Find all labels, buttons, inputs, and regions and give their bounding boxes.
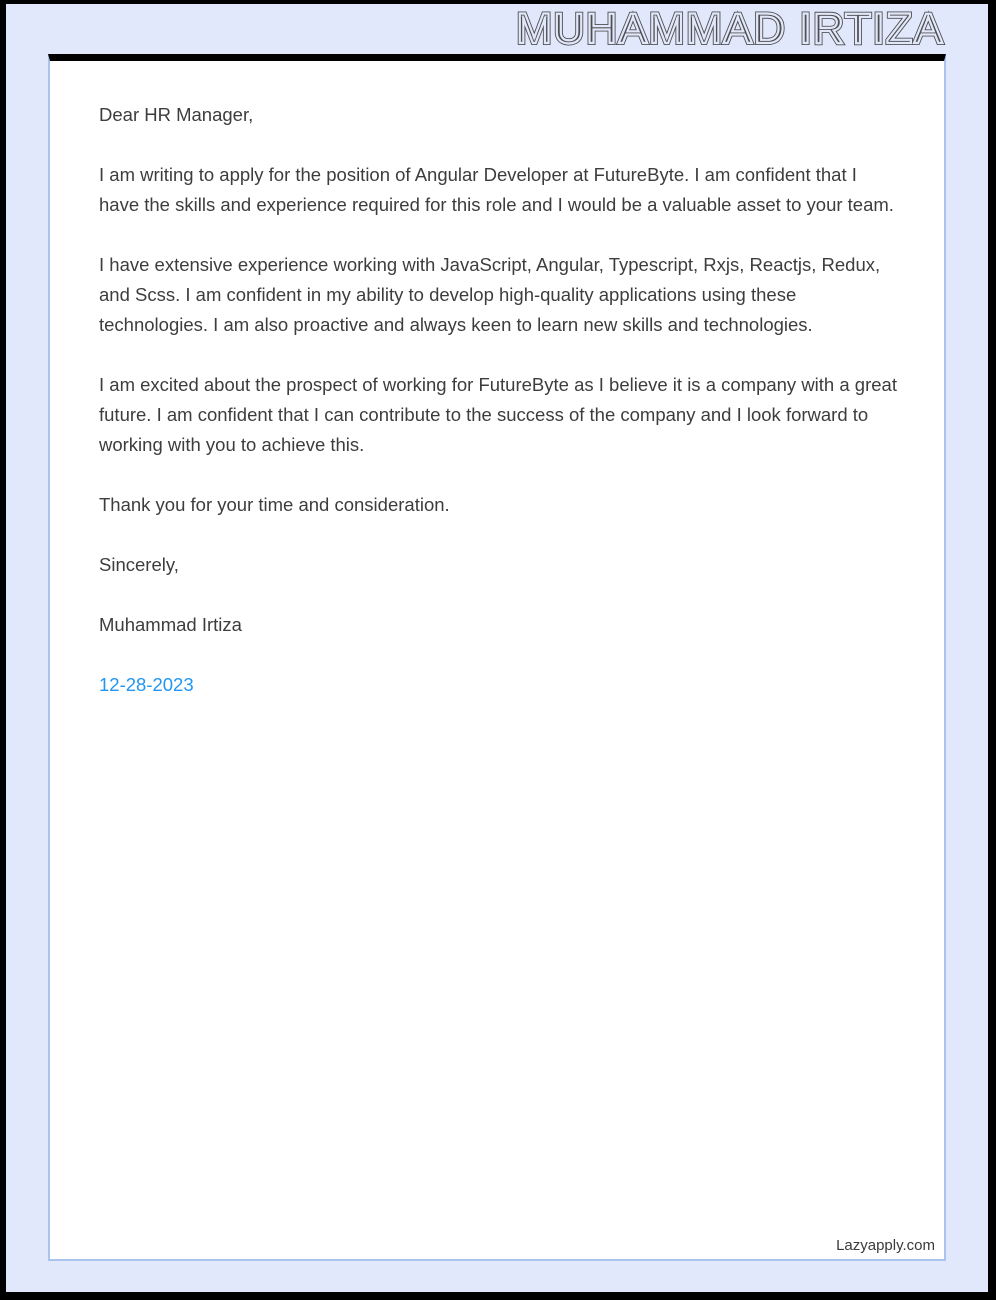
letter-document	[48, 54, 946, 1261]
paragraph-intro: I am writing to apply for the position of Angular Developer at FutureByte. I am confident that I have the skills and experience required for this role and I would be a valuable asset to your team.	[99, 164, 894, 215]
salutation: Dear HR Manager,	[99, 104, 254, 125]
watermark-lazyapply: Lazyapply.com	[836, 1237, 935, 1254]
paragraph-experience: I have extensive experience working with JavaScript, Angular, Typescript, Rxjs, Reactjs, Redux, and Scss. I am confident in my ability to develop high-quality applications using these technologies. I am also proactive and always keen to learn new skills and technologies.	[99, 254, 881, 335]
closing-line: Sincerely,	[99, 554, 179, 575]
signature-name: Muhammad Irtiza	[99, 614, 242, 635]
date-field[interactable]: 12-28-2023	[99, 674, 194, 695]
header	[48, 4, 946, 54]
applicant-name-header: MUHAMMAD IRTIZA MUHAMMAD IRTIZA	[516, 4, 946, 54]
thanks-line: Thank you for your time and consideration.	[99, 494, 450, 515]
paragraph-motivation: I am excited about the prospect of working for FutureByte as I believe it is a company with a great future. I am confident that I can contribute to the success of the company and I look forward to working with you to achieve this.	[99, 374, 897, 455]
